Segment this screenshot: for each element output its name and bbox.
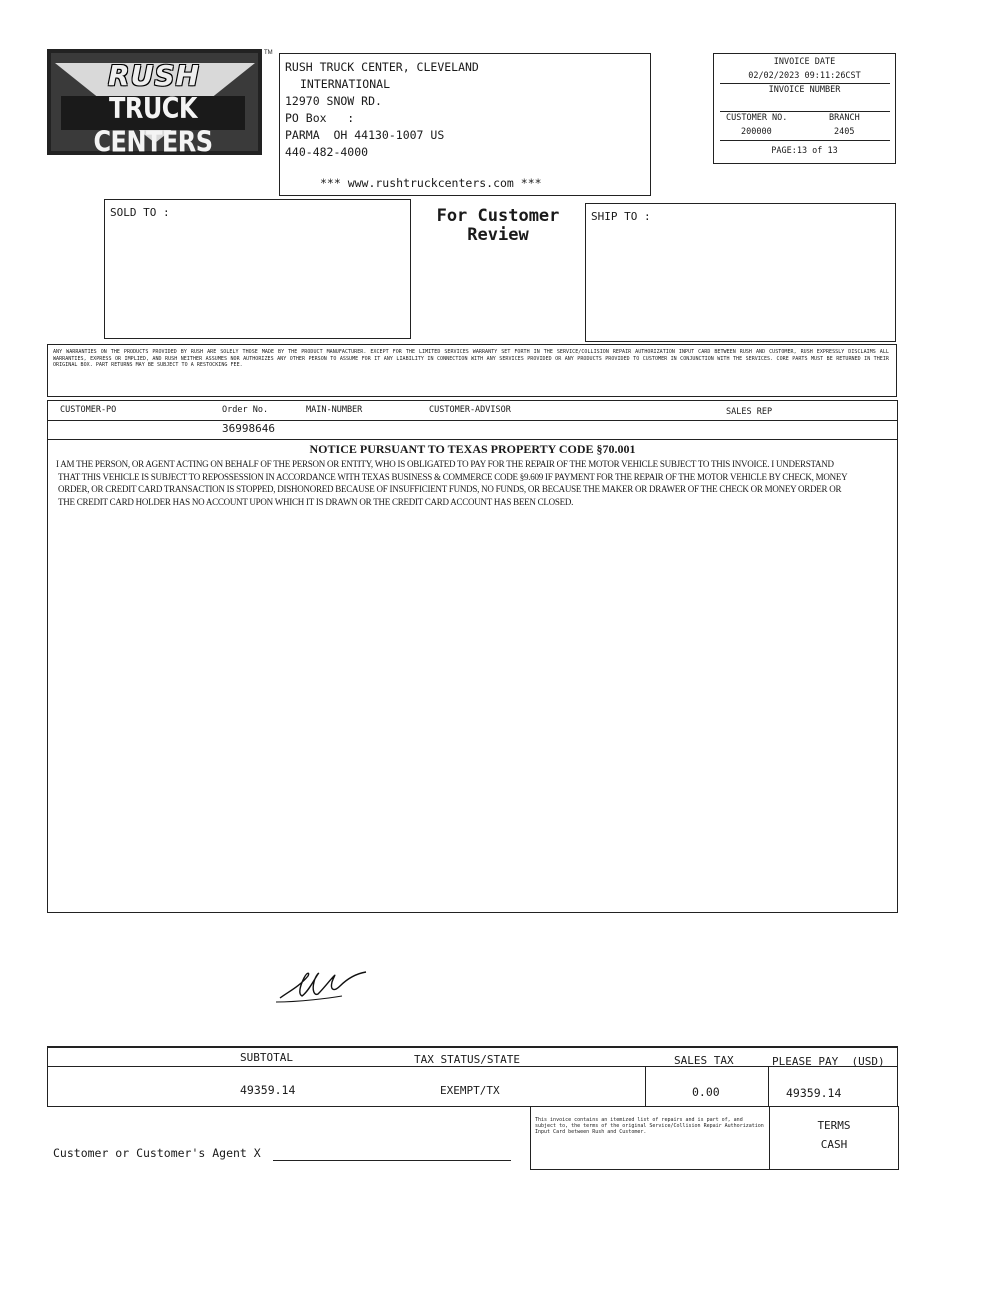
customer-no-label: CUSTOMER NO. xyxy=(726,113,788,123)
customer-agent-signature-label: Customer or Customer's Agent X xyxy=(53,1146,261,1160)
branch-label: BRANCH xyxy=(829,113,860,123)
customer-advisor-header: CUSTOMER-ADVISOR xyxy=(429,405,511,415)
customer-signature xyxy=(270,962,380,1010)
customer-review-stamp xyxy=(418,207,578,245)
please-pay-label: PLEASE PAY (USD) xyxy=(772,1055,885,1068)
notice-title: NOTICE PURSUANT TO TEXAS PROPERTY CODE §70.001 xyxy=(309,442,636,456)
terms-value: CASH xyxy=(820,1138,848,1151)
order-no-value: 36998646 xyxy=(222,422,275,435)
terms-box xyxy=(530,1106,899,1170)
review-stamp-line2: Review xyxy=(467,225,529,245)
dealer-address-box xyxy=(279,53,651,196)
tax-status-value: EXEMPT/TX xyxy=(440,1084,500,1097)
terms-label: TERMS xyxy=(817,1119,851,1132)
logo-brand-bottom: TRUCK CENTERS xyxy=(93,91,213,159)
ship-to-label: SHIP TO : xyxy=(591,210,651,223)
subtotal-label: SUBTOTAL xyxy=(240,1051,293,1064)
invoice-date-value: 02/02/2023 09:11:26CST xyxy=(748,71,861,81)
subtotal-value: 49359.14 xyxy=(240,1083,296,1097)
invoice-info-box xyxy=(713,53,896,164)
logo-brand-top: RUSH xyxy=(108,59,200,92)
sales-tax-value: 0.00 xyxy=(692,1085,720,1099)
sold-to-label: SOLD TO : xyxy=(110,206,170,219)
notice-line-1: I AM THE PERSON, OR AGENT ACTING ON BEHALF OF THE PERSON OR ENTITY, WHO IS OBLIGATED TO PAY FOR THE REPAIR OF THE MOTOR VEHICLE SUBJECT TO THIS INVOICE. I UNDERSTAND xyxy=(56,459,834,469)
notice-line-3: ORDER, OR CREDIT CARD TRANSACTION IS STOPPED, DISHONORED BECAUSE OF INSUFFICIENT FUNDS, NO FUNDS, OR BECAUSE THE MAKER OR DRAWER OF THE CHECK OR MONEY ORDER OR xyxy=(58,484,842,494)
dealer-brand: INTERNATIONAL xyxy=(300,77,391,91)
dealer-name: RUSH TRUCK CENTER, CLEVELAND xyxy=(285,60,479,74)
sold-to-box xyxy=(104,199,411,339)
notice-line-4: THE CREDIT CARD HOLDER HAS NO ACCOUNT UPON WHICH IT IS DRAWN OR THE CREDIT CARD ACCOUNT HAS BEEN CLOSED. xyxy=(58,496,574,507)
dealer-city: PARMA OH 44130-1007 US xyxy=(285,128,445,142)
warranty-box xyxy=(47,344,897,397)
invoice-date-label: INVOICE DATE xyxy=(773,57,836,67)
dealer-street: 12970 SNOW RD. xyxy=(285,94,382,108)
please-pay-value: 49359.14 xyxy=(786,1086,842,1100)
ship-to-box xyxy=(585,203,896,342)
tax-status-label: TAX STATUS/STATE xyxy=(414,1053,520,1066)
customer-po-header: CUSTOMER-PO xyxy=(60,405,117,415)
branch-value: 2405 xyxy=(834,127,855,137)
notice-line-2: THAT THIS VEHICLE IS SUBJECT TO REPOSSESSION IN ACCORDANCE WITH TEXAS BUSINESS & COMMERCE CODE §9.609 IF PAYMENT FOR THE REPAIR OF THE MOTOR VEHICLE BY CHECK, MONEY xyxy=(58,471,848,482)
dealer-address xyxy=(285,59,479,161)
notice-body xyxy=(56,458,892,508)
order-no-header: Order No. xyxy=(222,405,269,415)
invoice-disclaimer: This invoice contains an itemized list of repairs and is part of, and subject to, the terms of the original Service/Collision Repair Authorization Input Card between Rush and Customer. xyxy=(535,1117,764,1136)
sales-tax-label: SALES TAX xyxy=(674,1054,734,1067)
trademark-mark: TM xyxy=(264,50,273,56)
dealer-website: *** www.rushtruckcenters.com *** xyxy=(320,176,542,190)
invoice-number-label: INVOICE NUMBER xyxy=(768,85,841,95)
customer-no-value: 200000 xyxy=(741,127,772,137)
dealer-po-box: PO Box : xyxy=(285,111,355,125)
totals-table xyxy=(47,1046,898,1107)
review-stamp-line1: For Customer xyxy=(436,206,560,226)
page-indicator: PAGE:13 of 13 xyxy=(771,146,838,156)
signature-line xyxy=(273,1160,511,1161)
order-details-box xyxy=(47,400,898,913)
main-number-header: MAIN-NUMBER xyxy=(306,405,363,415)
sales-rep-header: SALES REP xyxy=(726,407,773,417)
rush-truck-centers-logo xyxy=(47,49,262,159)
warranty-text: ANY WARRANTIES ON THE PRODUCTS PROVIDED BY RUSH ARE SOLELY THOSE MADE BY THE PRODUCT MANUFACTURER. EXCEPT FOR THE LIMITED SERVICES WARRANTY SET FORTH IN THE SERVICE/COLLISION REPAIR AUTHORIZATION INPUT CARD BETWEEN RUSH AND CUSTOMER, RUSH EXPRESSLY DISCLAIMS ALL WARRANTIES, EXPRESS OR IMPLIED, AND RUSH NEITHER ASSUMES NOR AUTHORIZES ANY OTHER PERSON TO ASSUME FOR IT ANY LIABILITY IN CONNECTION WITH ANY SERVICES PROVIDED OR ANY PRODUCTS PROVIDED TO CUSTOMER IN CONJUNCTION WITH THE SERVICES. CORE PARTS MUST BE RETURNED IN THEIR ORIGINAL BOX. PART RETURNS MAY BE SUBJECT TO A RESTOCKING FEE. xyxy=(53,349,889,369)
dealer-phone: 440-482-4000 xyxy=(285,145,369,159)
